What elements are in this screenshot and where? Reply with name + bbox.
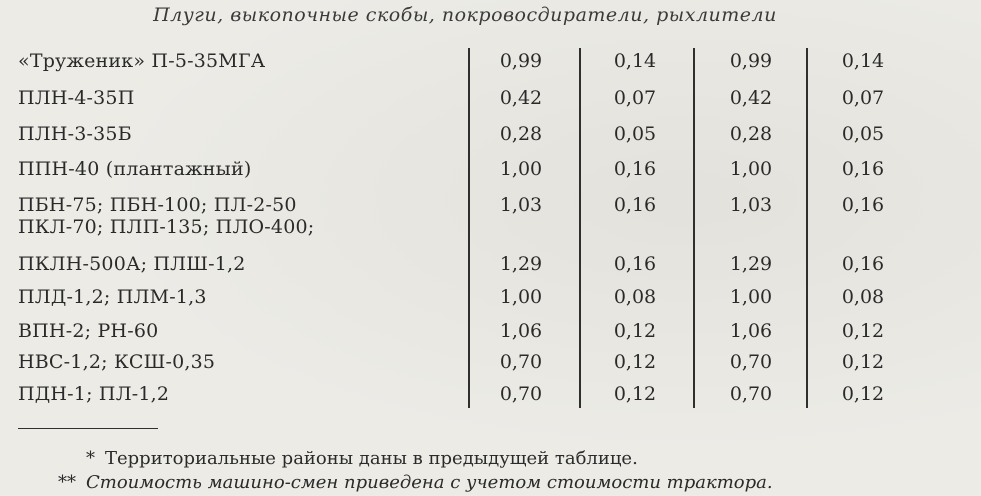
value-cell: 0,28 xyxy=(729,123,773,145)
value-cell: 0,16 xyxy=(841,253,885,275)
value-cell: 0,70 xyxy=(499,383,543,405)
value-cell: 0,16 xyxy=(841,158,885,180)
machine-name: ПЛН-3-35Б xyxy=(18,123,132,145)
machine-name: ПДН-1; ПЛ-1,2 xyxy=(18,383,170,405)
value-cell: 0,42 xyxy=(729,87,773,109)
value-cell: 1,29 xyxy=(729,253,773,275)
value-cell: 1,00 xyxy=(729,286,773,308)
value-cell: 0,70 xyxy=(729,351,773,373)
value-cell: 1,00 xyxy=(499,286,543,308)
machine-name: ППН-40 (плантажный) xyxy=(18,158,252,180)
value-cell: 0,12 xyxy=(841,320,885,342)
value-cell: 0,99 xyxy=(729,50,773,72)
table-row xyxy=(0,123,981,153)
value-cell: 1,00 xyxy=(499,158,543,180)
table-row xyxy=(0,351,981,381)
table-row xyxy=(0,383,981,413)
value-cell: 0,14 xyxy=(613,50,657,72)
value-cell: 1,06 xyxy=(729,320,773,342)
value-cell: 0,99 xyxy=(499,50,543,72)
value-cell: 0,70 xyxy=(729,383,773,405)
value-cell: 0,05 xyxy=(613,123,657,145)
value-cell: 0,16 xyxy=(613,253,657,275)
value-cell: 0,08 xyxy=(841,286,885,308)
value-cell: 0,42 xyxy=(499,87,543,109)
footnote-rule xyxy=(18,428,158,429)
value-cell: 0,12 xyxy=(613,383,657,405)
value-cell: 0,70 xyxy=(499,351,543,373)
table-row xyxy=(0,87,981,117)
footnote-text: Стоимость машино-смен приведена с учетом стоимости трактора. xyxy=(86,472,773,493)
table-row xyxy=(0,50,981,80)
table-row xyxy=(0,158,981,188)
value-cell: 0,07 xyxy=(841,87,885,109)
section-heading: Плуги, выкопочные скобы, покровосдиратели, рыхлители xyxy=(153,4,777,26)
footnote-2 xyxy=(58,472,773,493)
value-cell: 0,08 xyxy=(613,286,657,308)
value-cell: 1,03 xyxy=(729,194,773,216)
value-cell: 0,12 xyxy=(841,383,885,405)
machine-name: НВС-1,2; КСШ-0,35 xyxy=(18,351,216,373)
footnote-1 xyxy=(86,448,638,469)
footnote-text: Территориальные районы даны в предыдущей таблице. xyxy=(105,448,638,469)
machine-name: «Труженик» П-5-35МГА xyxy=(18,50,266,72)
value-cell: 1,00 xyxy=(729,158,773,180)
value-cell: 0,14 xyxy=(841,50,885,72)
value-cell: 0,05 xyxy=(841,123,885,145)
machine-name: ПЛД-1,2; ПЛМ-1,3 xyxy=(18,286,207,308)
machine-name: ПЛН-4-35П xyxy=(18,87,135,109)
value-cell: 0,07 xyxy=(613,87,657,109)
value-cell: 0,16 xyxy=(613,194,657,216)
table-row xyxy=(0,216,981,246)
value-cell: 0,16 xyxy=(841,194,885,216)
value-cell: 1,03 xyxy=(499,194,543,216)
machine-name: ПКЛН-500А; ПЛШ-1,2 xyxy=(18,253,246,275)
value-cell: 0,16 xyxy=(613,158,657,180)
value-cell: 1,06 xyxy=(499,320,543,342)
table-row xyxy=(0,320,981,350)
value-cell: 1,29 xyxy=(499,253,543,275)
machine-name: ПБН-75; ПБН-100; ПЛ-2-50 xyxy=(18,194,297,216)
machine-name: ПКЛ-70; ПЛП-135; ПЛО-400; xyxy=(18,216,315,238)
value-cell: 0,12 xyxy=(613,320,657,342)
value-cell: 0,12 xyxy=(613,351,657,373)
value-cell: 0,12 xyxy=(841,351,885,373)
footnote-mark: * xyxy=(86,448,95,469)
footnote-mark: ** xyxy=(58,472,76,493)
table-row xyxy=(0,253,981,283)
table-row xyxy=(0,286,981,316)
machine-name: ВПН-2; РН-60 xyxy=(18,320,159,342)
value-cell: 0,28 xyxy=(499,123,543,145)
